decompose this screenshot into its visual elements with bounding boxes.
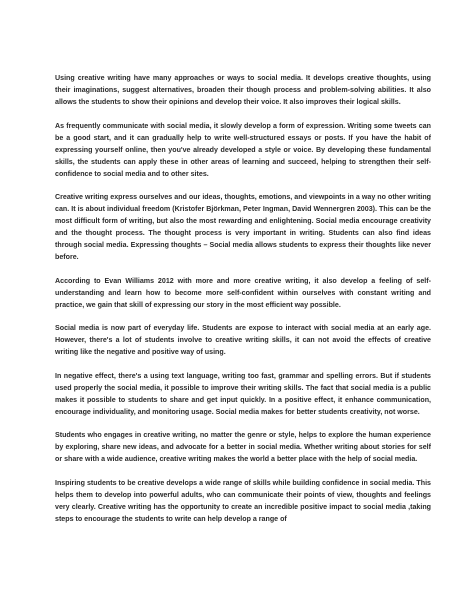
paragraph-6: In negative effect, there's a using text language, writing too fast, grammar and spelling errors. But if students used properly the social media, it possible to improve their writing skills. The fact that social media is a public makes it possible to students to share and get input quickly. In a positive effect, it enhance communication, encourage individuality, and monitoring usage. Social media makes for better students creativity, not worse. — [55, 371, 431, 416]
paragraph-4: According to Evan Williams 2012 with more and more creative writing, it also develop a feeling of self-understanding and learn how to become more self-confident within ourselves with constant writing and practice, we gain that skill of expressing our story in the most efficient way possible. — [55, 276, 431, 309]
paragraph-1: Using creative writing have many approaches or ways to social media. It develops creative thoughts, using their imaginations, suggest alternatives, broaden their though process and problem-solving abilities. It also allows the students to show their opinions and develop their voice. It also improves their logical skills. — [55, 74, 431, 106]
paragraph-5: Social media is now part of everyday life. Students are expose to interact with social media at an early age. However, there's a lot of students involve to creative writing skills, it can not avoid the effects of creative writing like the negative and positive way of using. — [55, 324, 431, 356]
paragraph-7: Students who engages in creative writing, no matter the genre or style, helps to explore the human experience by exploring, share new ideas, and advocate for a better in social media. Whether writing about stories for self or share with a wide audience, creative writing makes the world a better place with the help of social media. — [55, 431, 431, 463]
paragraph-3: Creative writing express ourselves and our ideas, thoughts, emotions, and viewpoints in a way no other writing can. It is about individual freedom (Kristofer Björkman, Peter Ingman, David Wennergren 2003). This can be the most difficult form of writing, but also the most rewarding and enlightening. Social media encourage creativity and the thought process. The thought process is very important in writing. Students can also find ideas through social media. Expressing thoughts – Social media allows students to express their thoughts like never before. — [55, 193, 431, 261]
document-body — [55, 72, 431, 536]
paragraph-2: As frequently communicate with social media, it slowly develop a form of expression. Writing some tweets can be a good start, and it can gradually help to write well-structured essays or posts. If you have the habit of expressing yourself online, then you've already developed a style or voice. By developing these fundamental skills, the students can apply these in other areas of learning and succeed, helping to strengthen their self-confidence to social media and to other sites. — [55, 121, 431, 178]
paragraph-8: Inspiring students to be creative develops a wide range of skills while building confidence in social media. This helps them to develop into powerful adults, who can communicate their points of view, thoughts and feelings very clearly. Creative writing has the opportunity to create an incredible positive impact to social media ,taking steps to encourage the students to write can help develop a range of — [55, 478, 431, 523]
